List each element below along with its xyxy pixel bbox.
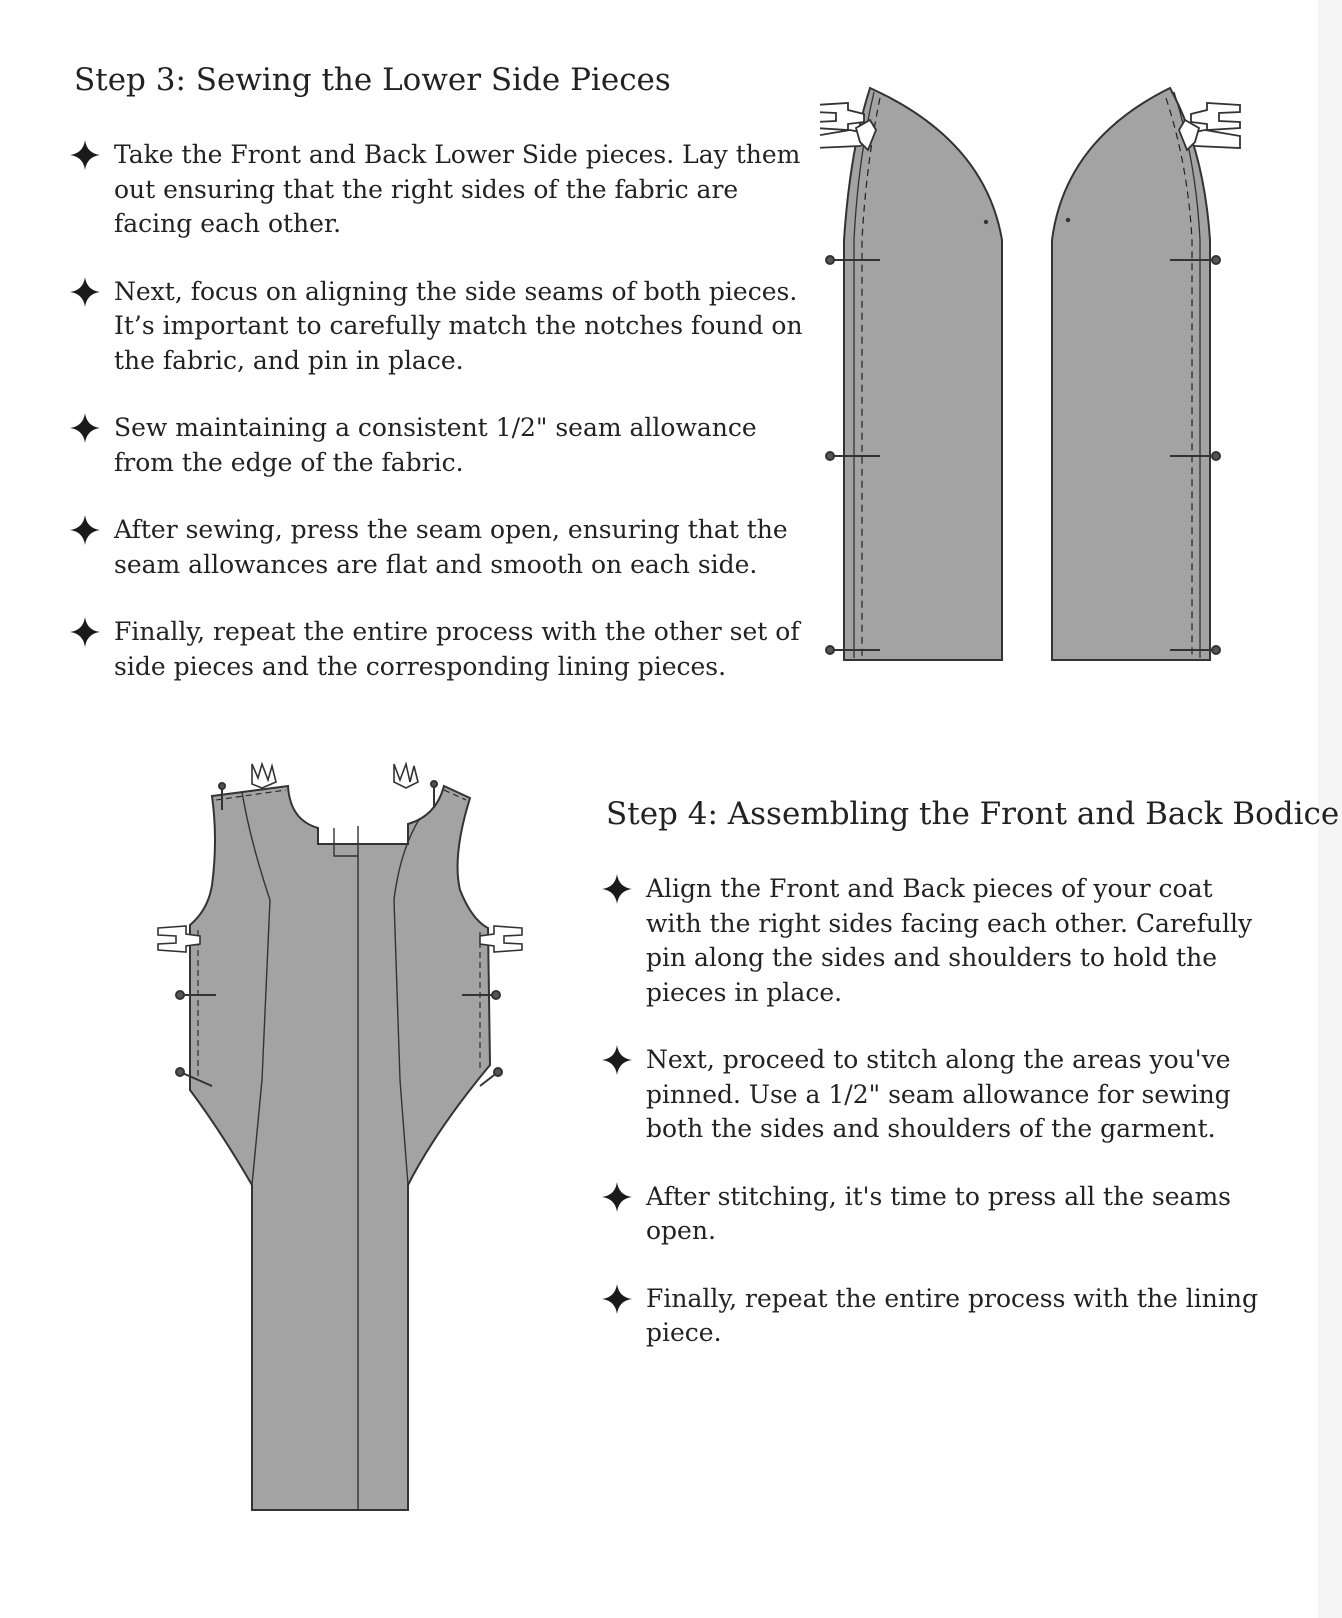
step4-item-4: Finally, repeat the entire process with the lining piece. (646, 1283, 1258, 1347)
list-item (70, 138, 806, 242)
list-item (602, 1282, 1266, 1351)
back-lower-side-piece (1052, 88, 1240, 660)
list-item (70, 513, 806, 582)
list-item (70, 615, 806, 684)
list-item (602, 872, 1266, 1010)
four-point-star-icon (602, 1182, 632, 1212)
list-item (70, 411, 806, 480)
four-point-star-icon (602, 1284, 632, 1314)
four-point-star-icon (70, 515, 100, 545)
step3-item-5: Finally, repeat the entire process with the other set of side pieces and the corresponding lining pieces. (114, 617, 800, 681)
four-point-star-icon (70, 140, 100, 170)
four-point-star-icon (70, 617, 100, 647)
step4-list (602, 872, 1266, 1351)
step3-item-4: After sewing, press the seam open, ensuring that the seam allowances are flat and smooth on each side. (114, 515, 788, 579)
step4-heading: Step 4: Assembling the Front and Back Bodice (606, 796, 1340, 832)
list-item (70, 275, 806, 379)
lower-side-pieces-illustration (820, 70, 1300, 690)
front-lower-side-piece (820, 88, 1002, 660)
step3-item-3: Sew maintaining a consistent 1/2" seam allowance from the edge of the fabric. (114, 413, 757, 477)
coat-front-piece (158, 764, 522, 1510)
step4-item-1: Align the Front and Back pieces of your coat with the right sides facing each other. Carefully pin along the sides and shoulders to hold the pieces in place. (646, 874, 1253, 1007)
list-item (602, 1043, 1266, 1147)
step4-item-2: Next, proceed to stitch along the areas you've pinned. Use a 1/2" seam allowance for sewing both the sides and shoulders of the garment. (646, 1045, 1231, 1143)
four-point-star-icon (602, 1045, 632, 1075)
four-point-star-icon (70, 277, 100, 307)
step3-item-2: Next, focus on aligning the side seams of both pieces. It’s important to carefully match the notches found on the fabric, and pin in place. (114, 276, 803, 375)
step3-list (70, 138, 806, 684)
four-point-star-icon (602, 874, 632, 904)
four-point-star-icon (70, 413, 100, 443)
list-item (602, 1180, 1266, 1249)
bodice-assembly-illustration (150, 760, 530, 1565)
step3-item-1: Take the Front and Back Lower Side pieces. Lay them out ensuring that the right sides of the fabric are facing each other. (114, 140, 801, 238)
step3-heading: Step 3: Sewing the Lower Side Pieces (74, 62, 671, 98)
step4-item-3: After stitching, it's time to press all the seams open. (646, 1181, 1231, 1245)
